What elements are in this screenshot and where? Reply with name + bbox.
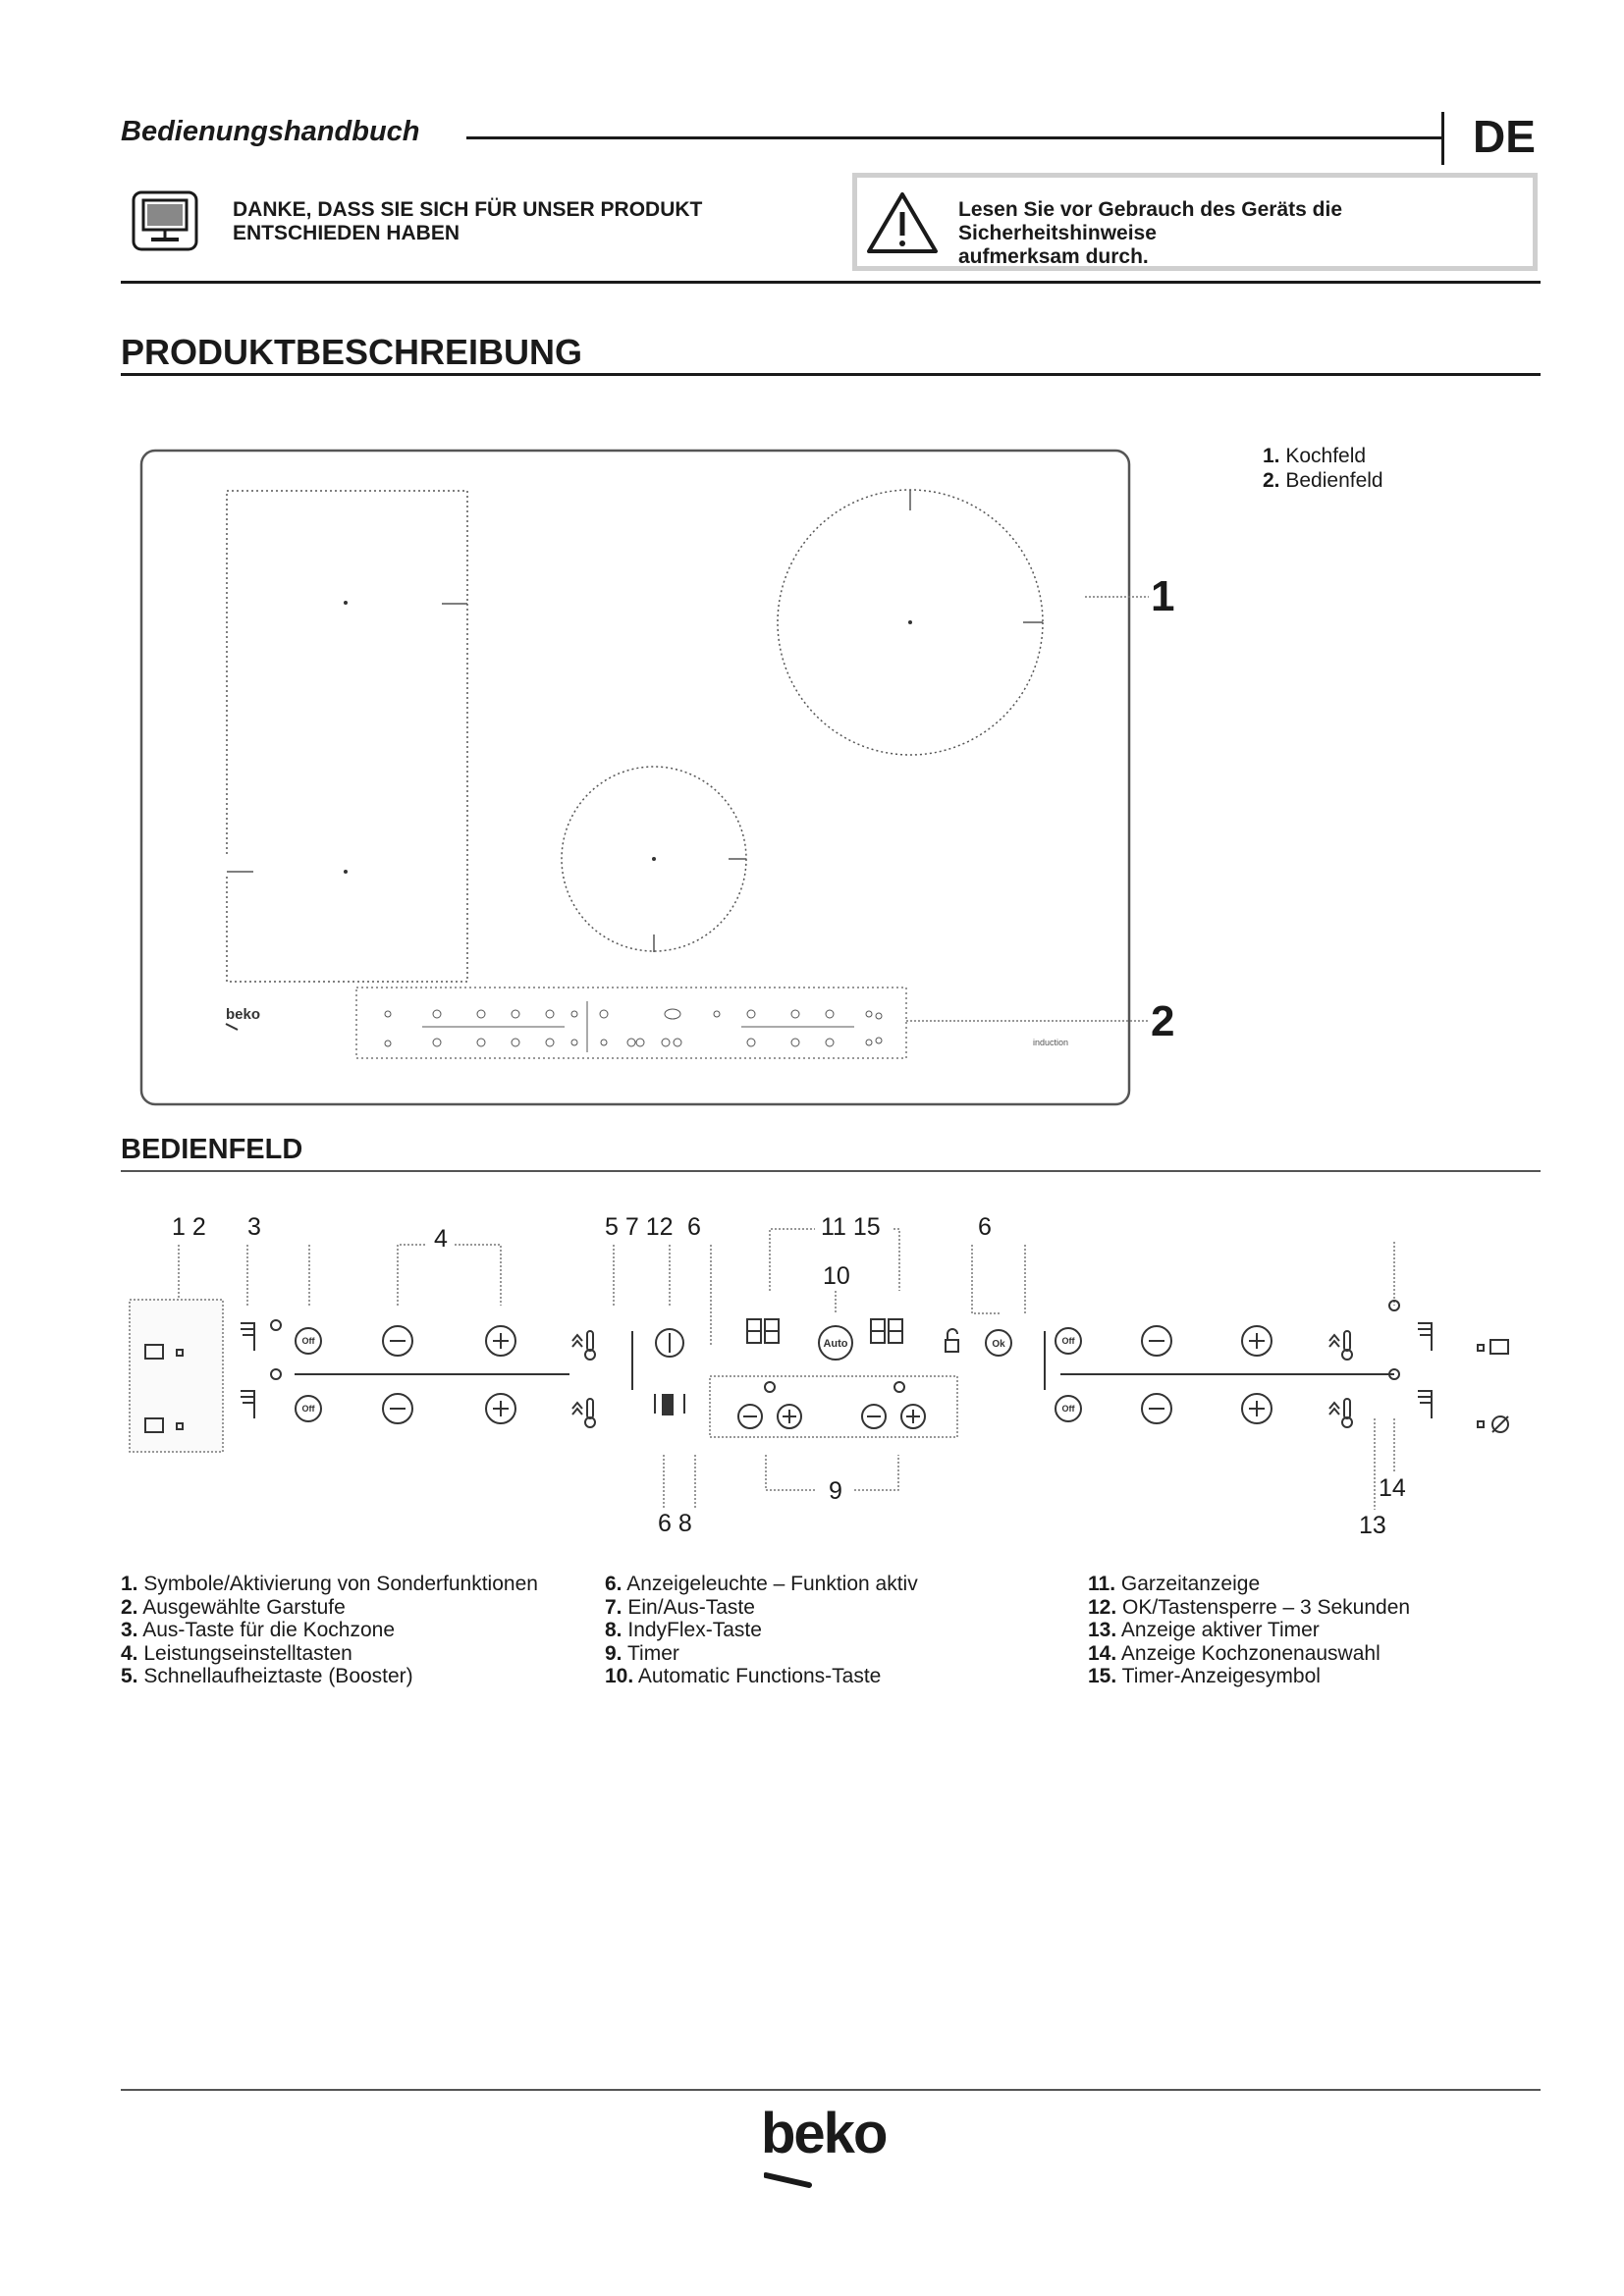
callout-5-7-12: 5 7 12 [605,1213,674,1241]
legend-item: 11. Garzeitanzeige [1088,1573,1261,1595]
control-panel-diagram [118,1198,1532,1551]
product-section-title: PRODUKTBESCHREIBUNG [121,332,583,372]
callout-1-2: 1 2 [172,1213,206,1241]
flex-zone [227,491,467,982]
digit-display [241,1391,254,1418]
legend-item: 9. Timer [605,1641,679,1665]
legend-item: 15. Timer-Anzeigesymbol [1088,1665,1321,1687]
control-section-title: BEDIENFELD [121,1134,303,1165]
warning-triangle-icon [866,190,939,255]
callout-6-top: 6 [687,1213,701,1241]
callout-14: 14 [1379,1474,1406,1502]
callout-6-8: 6 8 [658,1510,692,1537]
callout-4: 4 [434,1225,448,1253]
callout-11-15: 11 15 [821,1213,881,1241]
off-button-label: Off [301,1336,315,1346]
lock-icon [946,1340,958,1352]
auto-button-label: Auto [823,1338,848,1350]
legend-item: 13. Anzeige aktiver Timer [1088,1619,1320,1641]
off-button-label: Off [301,1404,315,1414]
control-section-rule [121,1170,1541,1172]
legend-column-3 [1088,1573,1410,1688]
mini-controls [385,1001,882,1052]
digit-display [241,1323,254,1351]
legend-item: 8. IndyFlex-Taste [605,1619,762,1641]
language-code: DE [1473,111,1536,162]
time-display [871,1319,902,1343]
thanks-message [233,198,702,245]
hob-brand: beko [226,1006,261,1023]
header-rule [466,136,1442,139]
callout-2: 2 [1151,997,1175,1045]
legend-item: 5. Schnellaufheiztaste (Booster) [121,1665,413,1687]
callout-1: 1 [1151,572,1175,620]
monitor-icon [132,190,198,251]
warning-line-1: Lesen Sie vor Gebrauch des Geräts die Sicherheitshinweise [958,198,1342,244]
legend-item: 10. Automatic Functions-Taste [605,1665,882,1687]
logo-underline [764,2169,813,2189]
callout-13: 13 [1359,1512,1386,1539]
legend-item: 14. Anzeige Kochzonenauswahl [1088,1641,1380,1665]
callout-10: 10 [823,1262,850,1290]
legend-item: 2. Ausgewählte Garstufe [121,1595,346,1619]
intro-separator [121,281,1541,284]
legend-column-2 [605,1573,918,1688]
thanks-line-1: DANKE, DASS SIE SICH FÜR UNSER PRODUKT [233,198,703,221]
legend-item: 6. Anzeigeleuchte – Funktion aktiv [605,1573,918,1595]
legend-item: 4. Leistungseinstelltasten [121,1641,352,1665]
legend-column-1 [121,1573,538,1688]
off-button-label: Off [1061,1336,1075,1346]
off-button-label: Off [1061,1404,1075,1414]
brand-logo: beko [761,2102,887,2165]
footer-rule [121,2089,1541,2091]
legend-item: 1. Kochfeld [1263,445,1367,467]
legend-item: 7. Ein/Aus-Taste [605,1595,755,1619]
callout-3: 3 [247,1213,261,1241]
hob-model: induction [1033,1038,1069,1047]
control-symbols [145,1301,1508,1432]
header-vertical-rule [1441,112,1444,165]
product-legend [1263,444,1383,493]
legend-item: 3. Aus-Taste für die Kochzone [121,1619,396,1641]
time-display [747,1319,779,1343]
legend-item: 12. OK/Tastensperre – 3 Sekunden [1088,1595,1411,1619]
callout-9: 9 [829,1477,842,1505]
product-section-rule [121,373,1541,376]
safety-warning-text [958,198,1528,269]
manual-title: Bedienungshandbuch [121,116,420,147]
ok-button-label: Ok [992,1339,1005,1350]
hob-outline [141,451,1129,1104]
hob-drawing [128,432,1218,1119]
control-strip [356,988,906,1058]
warning-line-2: aufmerksam durch. [958,245,1149,268]
thanks-line-2: ENTSCHIEDEN HABEN [233,222,460,244]
callout-6-right: 6 [978,1213,992,1241]
legend-item: 2. Bedienfeld [1263,469,1383,492]
legend-item: 1. Symbole/Aktivierung von Sonderfunktionen [121,1573,538,1595]
